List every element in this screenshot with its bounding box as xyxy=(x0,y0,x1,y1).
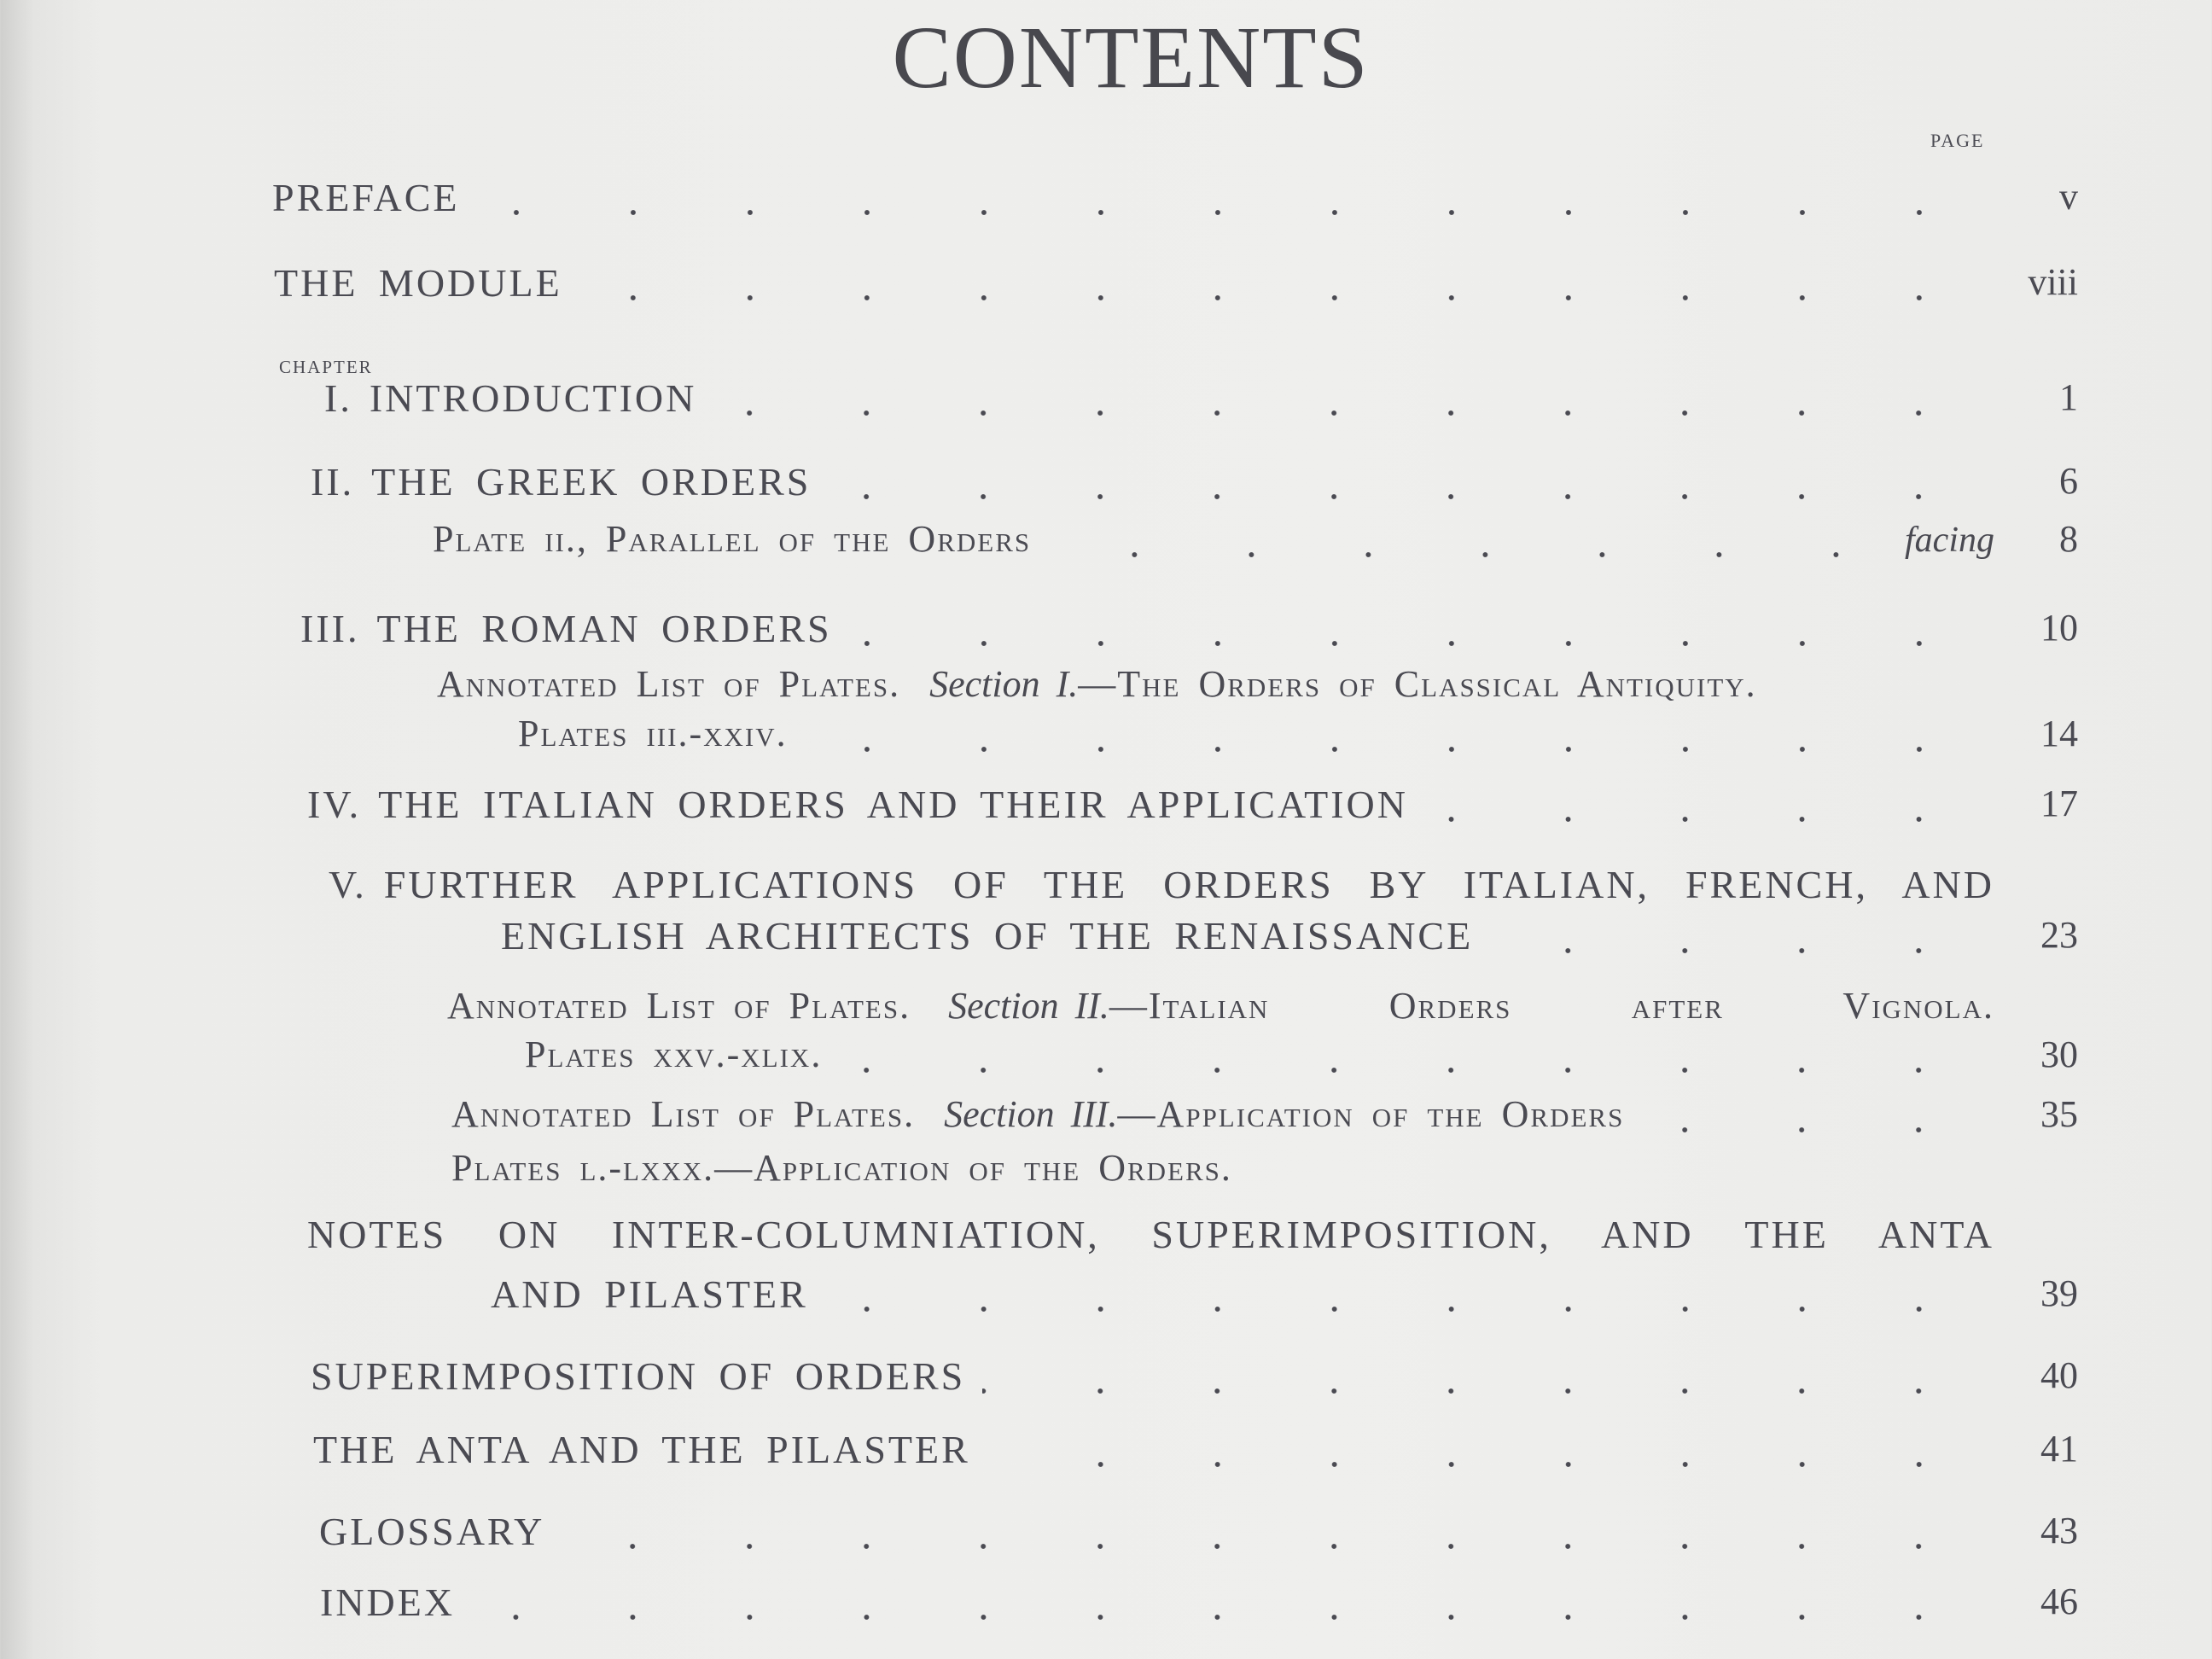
section-label: Section III. xyxy=(944,1093,1118,1135)
page-number: 8 xyxy=(2059,518,2078,560)
dot-leader xyxy=(987,1459,1977,1470)
entry-label-line-2: ENGLISH ARCHITECTS OF THE RENAISSANCE xyxy=(501,914,1474,958)
entry-label: PREFACE xyxy=(272,176,460,219)
toc-entry-chapter-5 xyxy=(329,862,1994,913)
dot-leader xyxy=(579,293,1977,303)
entry-label: GLOSSARY xyxy=(319,1510,545,1553)
dot-leader xyxy=(805,744,1977,754)
page-column-header: PAGE xyxy=(1930,130,1985,151)
toc-entry-annotated-list-2 xyxy=(447,984,1994,1035)
chapter-number: II. xyxy=(311,460,355,504)
page-number: 46 xyxy=(2040,1580,2078,1622)
section-title: —The Orders of Classical Antiquity. xyxy=(1078,663,1757,705)
section-label: Section II. xyxy=(948,985,1109,1027)
entry-label: THE ANTA AND THE PILASTER xyxy=(313,1428,970,1471)
toc-entry-plates-3 xyxy=(451,1146,1994,1197)
page-number: 10 xyxy=(2040,607,2078,649)
toc-entry-annotated-list-3 xyxy=(451,1092,2078,1144)
dot-leader xyxy=(849,638,1977,649)
toc-entry-chapter-1 xyxy=(324,375,2078,427)
entry-label: Plates l.-lxxx.—Application of the Orders. xyxy=(451,1147,1232,1189)
dot-leader xyxy=(1425,814,1977,824)
page-number: 14 xyxy=(2040,713,2078,754)
toc-entry-chapter-3 xyxy=(300,606,2078,657)
page-number: 6 xyxy=(2059,460,2078,502)
dot-leader xyxy=(713,408,1977,418)
page-title: CONTENTS xyxy=(892,9,1370,107)
entry-label: Annotated List of Plates. xyxy=(437,663,901,705)
section-label: Section I. xyxy=(929,663,1079,705)
page-number: 40 xyxy=(2040,1354,2078,1396)
toc-entry-glossary xyxy=(319,1509,2078,1560)
entry-label: Annotated List of Plates. xyxy=(447,985,911,1027)
section-title: —Application of the Orders xyxy=(1117,1093,1625,1135)
entry-label: SUPERIMPOSITION OF ORDERS xyxy=(311,1354,966,1398)
entry-label: THE MODULE xyxy=(274,261,562,305)
entry-label: THE GREEK ORDERS xyxy=(371,460,812,504)
chapter-number: I. xyxy=(324,376,352,420)
toc-entry-index xyxy=(320,1580,2078,1631)
page-number: 30 xyxy=(2040,1033,2078,1075)
dot-leader xyxy=(828,492,1977,502)
toc-entry-chapter-5-cont xyxy=(501,913,2078,964)
dot-leader xyxy=(825,1304,1977,1314)
toc-entry-anta xyxy=(313,1427,2078,1478)
chapter-column-header: CHAPTER xyxy=(279,357,373,377)
toc-entry-chapter-4 xyxy=(307,782,2078,833)
chapter-number: V. xyxy=(329,863,367,906)
entry-label: Plates iii.-xxiv. xyxy=(518,713,788,754)
entry-label: Annotated List of Plates. xyxy=(451,1093,916,1135)
page-number: 17 xyxy=(2040,783,2078,824)
entry-label: Plates xxv.-xlix. xyxy=(525,1033,823,1075)
toc-entry-plates-2 xyxy=(525,1033,2078,1084)
facing-label: facing xyxy=(1905,521,1994,560)
toc-entry-preface xyxy=(272,175,2078,226)
chapter-number: IV. xyxy=(307,783,362,826)
dot-leader xyxy=(472,1612,1977,1622)
toc-entry-notes-cont xyxy=(491,1272,2078,1323)
page-number: 35 xyxy=(2040,1093,2078,1135)
entry-label-line-2: AND PILASTER xyxy=(491,1272,808,1316)
entry-label: INDEX xyxy=(320,1580,456,1624)
entry-label: THE ITALIAN ORDERS AND THEIR APPLICATION xyxy=(378,783,1408,826)
page-number: 1 xyxy=(2059,376,2078,418)
page-number: 23 xyxy=(2040,914,2078,956)
dot-leader xyxy=(1048,550,1895,560)
page-number: 39 xyxy=(2040,1272,2078,1314)
chapter-number: III. xyxy=(300,607,360,650)
section-title: —Italian Orders after Vignola. xyxy=(1109,985,1994,1027)
dot-leader xyxy=(1490,946,1977,956)
entry-label-line-1: FURTHER APPLICATIONS OF THE ORDERS BY ITALIAN, FRENCH, AND xyxy=(383,863,1994,906)
toc-entry-chapter-2 xyxy=(311,459,2078,510)
dot-leader xyxy=(839,1065,1977,1075)
entry-label-line-1: NOTES ON INTER-COLUMNIATION, SUPERIMPOSITION, AND THE ANTA xyxy=(307,1213,1994,1256)
dot-leader xyxy=(982,1386,1977,1396)
dot-leader xyxy=(1641,1125,1977,1135)
page-number: v xyxy=(2059,176,2078,218)
dot-leader xyxy=(562,1541,1977,1551)
page-number: viii xyxy=(2028,261,2078,303)
toc-entry-annotated-list-1 xyxy=(437,662,1994,713)
toc-entry-plates-1 xyxy=(518,712,2078,763)
page-number: 41 xyxy=(2040,1428,2078,1470)
entry-label: Plate ii., Parallel of the Orders xyxy=(433,518,1032,560)
toc-entry-notes xyxy=(307,1212,1994,1263)
toc-entry-plate-2 xyxy=(433,517,2078,568)
entry-label: THE ROMAN ORDERS xyxy=(376,607,832,650)
entry-label: INTRODUCTION xyxy=(369,376,697,420)
toc-entry-module xyxy=(274,260,2078,311)
toc-entry-superimposition xyxy=(311,1353,2078,1405)
page-number: 43 xyxy=(2040,1510,2078,1551)
dot-leader xyxy=(477,207,1977,218)
